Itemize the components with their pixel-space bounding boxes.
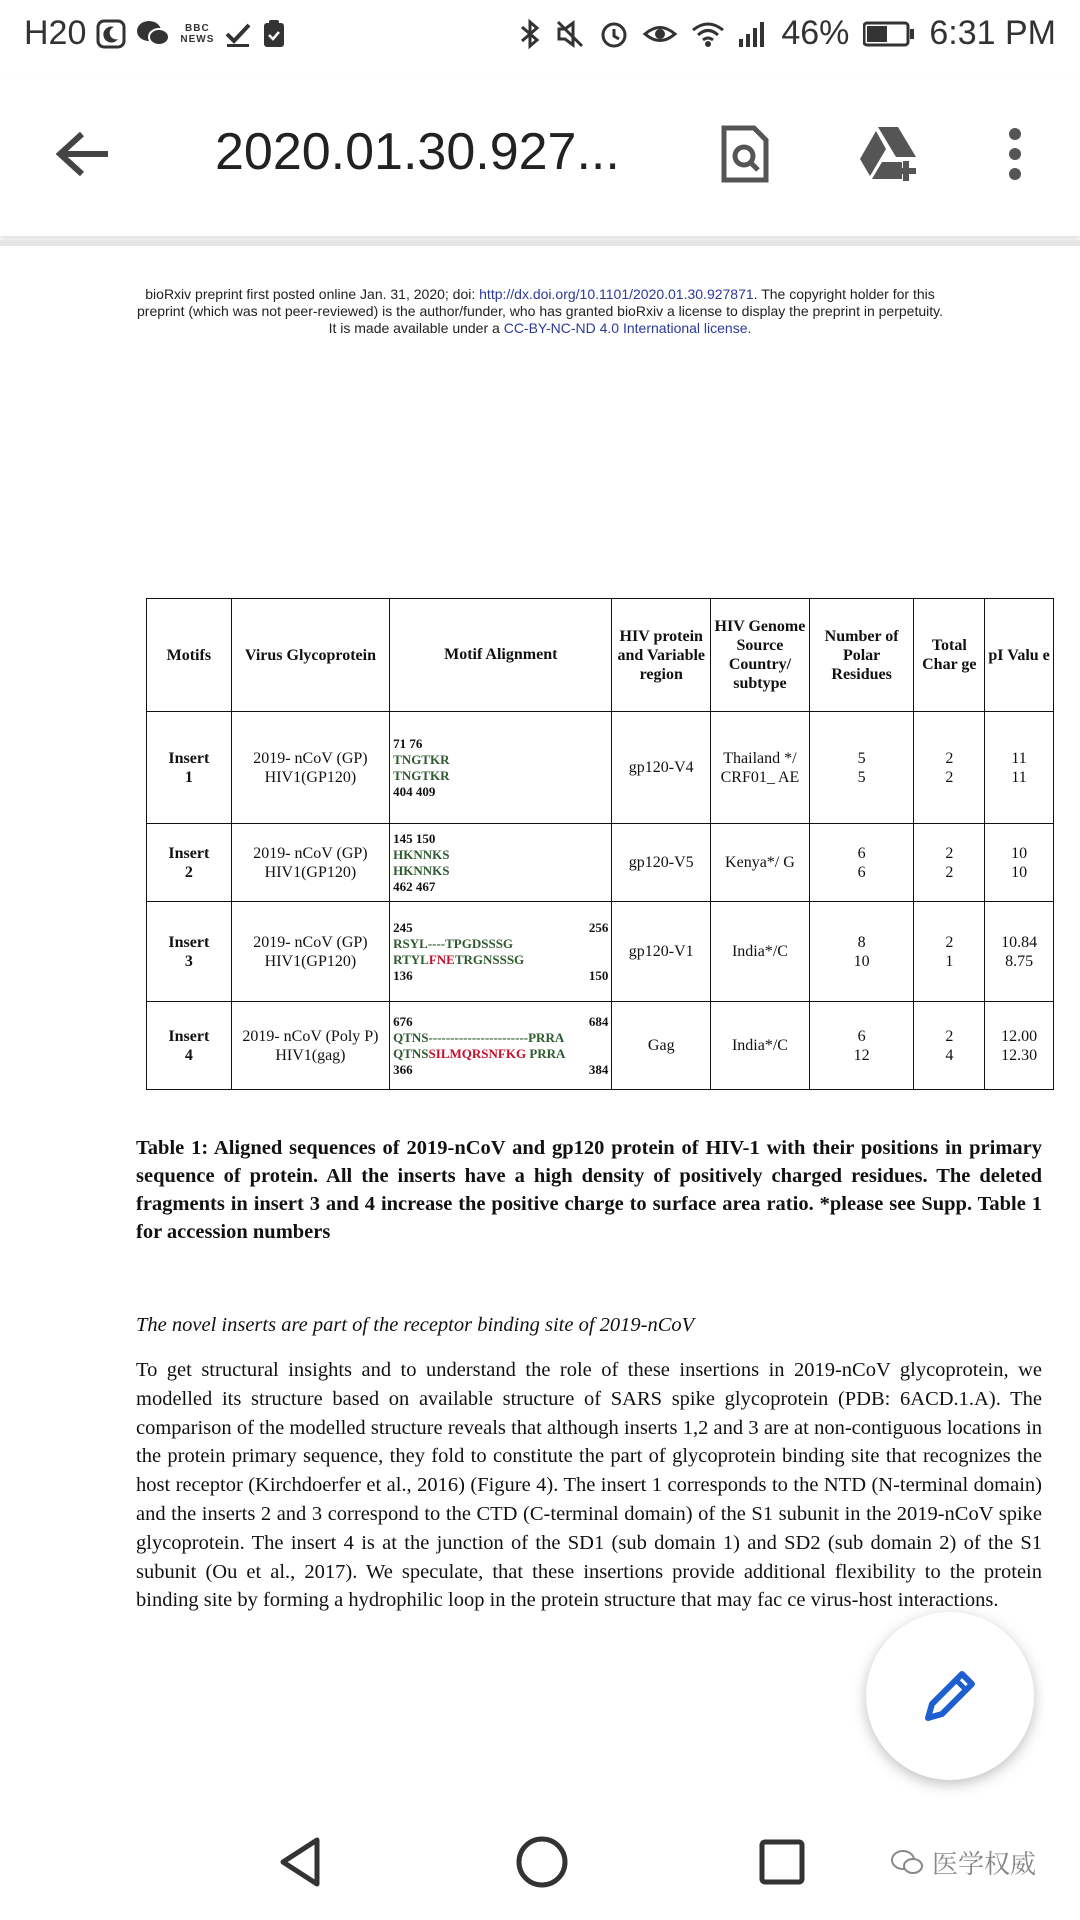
bbc-news-icon: BBC NEWS — [180, 22, 215, 45]
doi-link[interactable]: http://dx.doi.org/10.1101/2020.01.30.927871 — [479, 286, 754, 302]
system-nav-bar — [0, 1800, 1080, 1920]
cell-virus: 2019- nCoV (GP) HIV1(GP120) — [231, 902, 389, 1002]
more-options-button[interactable] — [975, 114, 1055, 194]
table-row — [147, 824, 1054, 902]
document-title: 2020.01.30.927... — [215, 123, 620, 181]
motif-table — [146, 598, 1054, 1090]
cell-hiv-protein: gp120-V1 — [612, 902, 711, 1002]
checkmark-icon — [224, 20, 252, 48]
cell-genome: India*/C — [711, 1002, 810, 1090]
col-header-hiv-protein: HIV protein and Variable region — [612, 599, 711, 712]
bluetooth-icon — [519, 18, 541, 50]
cell-genome: Thailand */ CRF01_ AE — [711, 712, 810, 824]
back-button[interactable] — [44, 114, 124, 194]
cell-hiv-protein: gp120-V4 — [612, 712, 711, 824]
cell-pi: 12.00 12.30 — [985, 1002, 1054, 1090]
clock: 6:31 PM — [929, 14, 1056, 52]
carrier-label: H20 — [24, 14, 87, 52]
cell-virus: 2019- nCoV (GP) HIV1(GP120) — [231, 712, 389, 824]
col-header-motifs: Motifs — [147, 599, 232, 712]
body-paragraph: To get structural insights and to understand the role of these insertions in 2019-nCoV glycoprotein, we modelled its structure based on available structure of SARS spike glycoprotein (PDB: 6ACD.1.A). The comparison of the modelled structure reveals that although inserts 1,2 and 3 are at non-contiguous locations in the protein primary sequence, they fold to constitute the part of glycoprotein binding site that recognizes the host receptor (Kirchdoerfer et al., 2016) (Figure 4). The insert 1 corresponds to the NTD (N-terminal domain) and the inserts 2 and 3 correspond to the CTD (C-terminal domain) of the S1 subunit in the 2019-nCoV spike glycoprotein. The insert 4 is at the junction of the SD1 (sub domain 1) and SD2 (sub domain 2) of the S1 subunit (Ou et al., 2017). We speculate, that these insertions provide additional flexibility to the protein binding site by forming a hydrophilic loop in the protein structure that may fac ce virus-host interactions. — [136, 1359, 1042, 1612]
cell-hiv-protein: Gag — [612, 1002, 711, 1090]
cell-motif: Insert 2 — [147, 824, 232, 902]
nav-home-icon — [515, 1835, 569, 1889]
col-header-polar: Number of Polar Residues — [809, 599, 914, 712]
battery-icon — [863, 21, 915, 47]
col-header-pi: pI Valu e — [985, 599, 1054, 712]
table-header-row — [147, 599, 1054, 712]
cell-genome: Kenya*/ G — [711, 824, 810, 902]
table-caption: Table 1: Aligned sequences of 2019-nCoV and gp120 protein of HIV-1 with their positions in primary sequence of protein. All the inserts have a high density of positively charged residues. The deleted fragments in insert 3 and 4 increase the positive charge to surface area ratio. *please see Supp. Table 1 for accession numbers — [136, 1137, 1042, 1243]
cell-polar: 8 10 — [809, 902, 914, 1002]
back-arrow-icon — [56, 130, 112, 178]
nav-recents-button[interactable] — [752, 1832, 812, 1892]
col-header-alignment: Motif Alignment — [390, 599, 612, 712]
nav-back-icon — [277, 1836, 323, 1888]
cell-polar: 5 5 — [809, 712, 914, 824]
app-bar — [0, 76, 1080, 236]
col-header-virus: Virus Glycoprotein — [231, 599, 389, 712]
cell-motif: Insert 4 — [147, 1002, 232, 1090]
cell-pi: 10.84 8.75 — [985, 902, 1054, 1002]
preprint-header: bioRxiv preprint first posted online Jan. 31, 2020; doi: http://dx.doi.org/10.1101/2020.01.30.927871. The copyright holder for this preprint (which was not peer-reviewed) is the author/funder, who has granted bioRxiv a license to display the preprint in perpetuity. It is made available under a CC-BY-NC-ND 4.0 International license. — [137, 286, 943, 336]
wechat-icon — [136, 20, 170, 48]
find-in-document-icon — [720, 124, 770, 184]
cell-charge: 2 2 — [914, 712, 985, 824]
table-row — [147, 902, 1054, 1002]
alarm-icon — [599, 19, 629, 49]
mute-icon — [555, 19, 585, 49]
watermark: 医学权威 — [890, 1844, 1036, 1881]
cell-genome: India*/C — [711, 902, 810, 1002]
cell-pi: 11 11 — [985, 712, 1054, 824]
table-row — [147, 712, 1054, 824]
edit-pencil-icon — [920, 1666, 980, 1726]
cell-virus: 2019- nCoV (GP) HIV1(GP120) — [231, 824, 389, 902]
signal-icon — [739, 21, 767, 47]
cell-virus: 2019- nCoV (Poly P) HIV1(gag) — [231, 1002, 389, 1090]
find-in-document-button[interactable] — [705, 114, 785, 194]
add-to-drive-icon — [858, 125, 922, 183]
cell-polar: 6 6 — [809, 824, 914, 902]
cell-charge: 2 1 — [914, 902, 985, 1002]
battery-percent: 46% — [781, 14, 850, 52]
more-vert-icon — [1005, 126, 1025, 182]
table-row — [147, 1002, 1054, 1090]
section-heading: The novel inserts are part of the receptor binding site of 2019-nCoV — [136, 1314, 695, 1336]
cell-motif: Insert 3 — [147, 902, 232, 1002]
cell-alignment: 145 150 HKNNKS HKNNKS 462 467 — [390, 824, 612, 902]
cell-alignment: 245 256 RSYL----TPGDSSSG RTYLFNETRGNSSSG 136 150 — [390, 902, 612, 1002]
cell-hiv-protein: gp120-V5 — [612, 824, 711, 902]
add-to-drive-button[interactable] — [850, 114, 930, 194]
cell-alignment: 71 76 TNGTKR TNGTKR 404 409 — [390, 712, 612, 824]
document-page[interactable] — [0, 240, 1080, 1806]
dnd-moon-icon — [96, 19, 126, 49]
status-bar — [0, 0, 1080, 76]
cell-alignment: 676 684 QTNS-----------------------PRRA QTNSSILMQRSNFKG PRRA 366 384 — [390, 1002, 612, 1090]
cell-charge: 2 2 — [914, 824, 985, 902]
clipboard-icon — [262, 19, 286, 49]
wechat-watermark-icon — [890, 1849, 924, 1877]
cell-polar: 6 12 — [809, 1002, 914, 1090]
cell-motif: Insert 1 — [147, 712, 232, 824]
nav-back-button[interactable] — [270, 1832, 330, 1892]
edit-fab-button[interactable] — [866, 1612, 1034, 1780]
license-link[interactable]: CC-BY-NC-ND 4.0 International license — [503, 320, 748, 336]
nav-home-button[interactable] — [512, 1832, 572, 1892]
nav-recents-icon — [759, 1839, 805, 1885]
wifi-icon — [691, 20, 725, 48]
cell-pi: 10 10 — [985, 824, 1054, 902]
col-header-charge: Total Char ge — [914, 599, 985, 712]
eye-icon — [643, 21, 677, 47]
col-header-genome: HIV Genome Source Country/ subtype — [711, 599, 810, 712]
cell-charge: 2 4 — [914, 1002, 985, 1090]
